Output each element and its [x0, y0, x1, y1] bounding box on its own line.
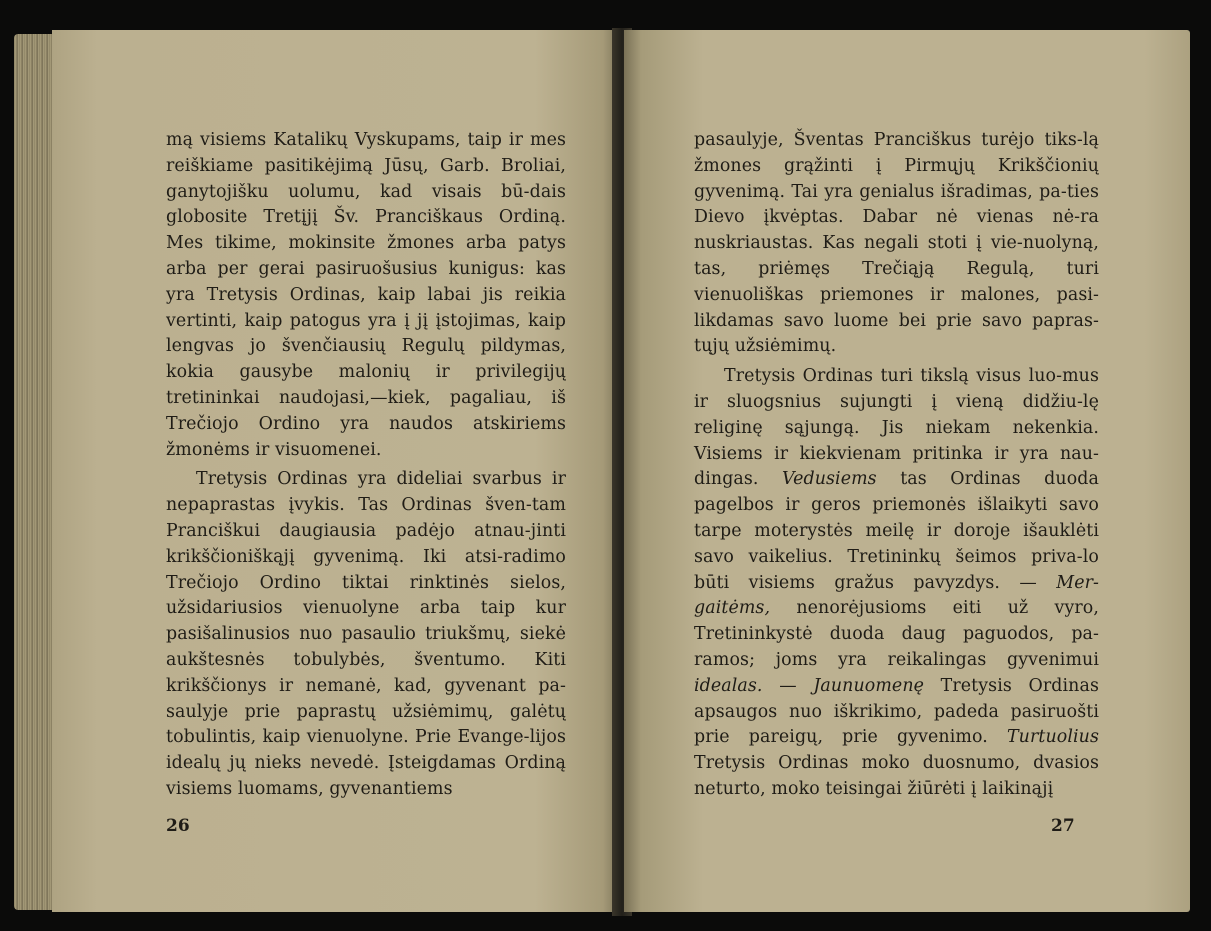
right-page	[624, 30, 1190, 912]
left-page	[52, 30, 620, 912]
page-number-left: 26	[166, 816, 190, 836]
text-run: Tretysis Ordinas apsaugos nuo iškrikimo, padeda pasiruošti prie pareigų, prie gyvenimo.	[694, 675, 1099, 748]
right-paragraph-2	[694, 364, 1099, 803]
left-paragraph-1: mą visiems Katalikų Vyskupams, taip ir mes reiškiame pasitikėjimą Jūsų, Garb. Broliai, ganytojišku uolumu, kad visais bū-dais globosite Tretįjį Šv. Pranciškaus Ordiną. Mes tikime, mokinsite žmones arba patys arba per gerai pasiruošusius kunigus: kas yra Tretysis Ordinas, kaip labai jis reikia vertinti, kaip patogus yra į jį įstojimas, kaip lengvas jo švenčiausių Regulų pildymas, kokia gausybe malonių ir privilegijų tretininkai naudojasi,—kiek, pagaliau, iš Trečiojo Ordino yra naudos atskiriems žmonėms ir visuomenei.	[166, 130, 566, 460]
text-run: Tretysis Ordinas moko duosnumo, dvasios neturto, moko teisingai žiūrėti į laikinąjį	[694, 753, 1099, 799]
italic-jaunuomene: Jaunuomenę	[813, 675, 925, 696]
left-page-text	[166, 128, 566, 803]
open-book	[14, 28, 1194, 918]
italic-vedusiems: Vedusiems	[782, 469, 877, 490]
italic-mergaitems: Mer-gaitėms,	[694, 572, 1099, 619]
text-run: Tretysis Ordinas turi tikslą visus luo-mus ir sluogsnius sujungti į vieną didžiu-lę religinę sąjungą. Jis niekam nekenkia. Visiems ir kiekvienam pritinka ir yra nau-dingas.	[694, 366, 1099, 490]
text-run: nenorėjusioms eiti už vyro, Tretininkystė duoda daug paguodos, pa-ramos; joms yra reikalingas gyvenimui	[694, 598, 1099, 670]
page-number-right: 27	[1051, 816, 1075, 836]
text-run: tas Ordinas duoda pagelbos ir geros priemonės išlaikyti savo tarpe moterystės meilę ir doroje išauklėti savo vaikelius. Tretininkų šeimos priva-lo būti visiems gražus pavyzdys. —	[694, 469, 1099, 593]
right-page-text	[694, 128, 1099, 803]
right-paragraph-1: pasaulyje, Šventas Pranciškus turėjo tiks-lą žmones grąžinti į Pirmųjų Krikščionių gyvenimą. Tai yra genialus išradimas, pa-ties Dievo įkvėptas. Dabar nė vienas nė-ra nuskriaustas. Kas negali stoti į vie-nuolyną, tas, priėmęs Trečiąją Regulą, turi vienuoliškas priemones ir malones, pasi-likdamas savo luome bei prie savo papras-tųjų užsiėmimų.	[694, 130, 1099, 357]
italic-idealas: idealas.	[694, 675, 763, 696]
text-run: —	[779, 675, 797, 696]
italic-turtuolius: Turtuolius	[1006, 727, 1099, 748]
left-paragraph-2: Tretysis Ordinas yra dideliai svarbus ir nepaprastas įvykis. Tas Ordinas šven-tam Pranciškui daugiausia padėjo atnau-jinti krikščioniškąjį gyvenimą. Iki atsi-radimo Trečiojo Ordino tiktai rinktinės sielos, užsidariusios vienuolyne arba taip kur pasišalinusios nuo pasaulio triukšmų, siekė aukštesnės tobulybės, šventumo. Kiti krikščionys ir nemanė, kad, gyvenant pa-saulyje prie paprastų užsiėmimų, galėtų tobulintis, kaip vienuolyne. Prie Evange-lijos idealų jų nieks nevedė. Įsteigdamas Ordiną visiems luomams, gyvenantiems	[166, 469, 566, 799]
